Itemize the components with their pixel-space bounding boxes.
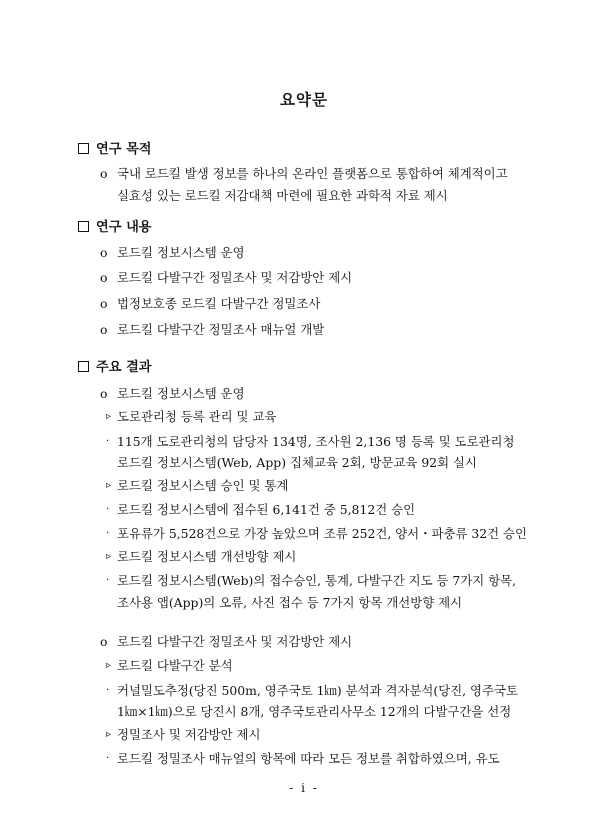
section-heading-results: 주요 결과 xyxy=(78,360,152,376)
checkbox-square-icon xyxy=(78,361,89,372)
bullet-o: o xyxy=(100,296,108,311)
results-line: 로드킬 정보시스템(Web)의 접수승인, 통계, 다발구간 지도 등 7가지 항목, xyxy=(117,573,517,588)
bullet-o: o xyxy=(100,245,108,260)
checkbox-square-icon xyxy=(78,221,89,232)
results-subheading: 로드킬 다발구간 분석 xyxy=(117,658,233,673)
content-item: 법정보호종 로드킬 다발구간 정밀조사 xyxy=(117,296,321,311)
dot-bullet: · xyxy=(106,575,110,586)
results-line: 커널밀도추정(당진 500m, 영주국토 1㎞) 분석과 격자분석(당진, 영주국토 xyxy=(117,683,518,698)
purpose-line: 국내 로드킬 발생 정보를 하나의 온라인 플랫폼으로 통합하여 체계적이고 xyxy=(117,166,508,181)
purpose-line: 실효성 있는 로드킬 저감대책 마련에 필요한 과학적 자료 제시 xyxy=(117,188,448,203)
triangle-bullet-icon: ▹ xyxy=(106,729,112,740)
dot-bullet: · xyxy=(106,685,110,696)
bullet-o: o xyxy=(100,270,108,285)
dot-bullet: · xyxy=(106,528,110,539)
dot-bullet: · xyxy=(106,504,110,515)
page-title: 요약문 xyxy=(280,90,328,109)
content-item: 로드킬 다발구간 정밀조사 매뉴얼 개발 xyxy=(117,322,325,337)
section-heading-content: 연구 내용 xyxy=(78,220,152,236)
content-item: 로드킬 다발구간 정밀조사 및 저감방안 제시 xyxy=(117,270,353,285)
page-number: - i - xyxy=(289,781,319,795)
results-line: 로드킬 정밀조사 매뉴얼의 항목에 따라 모든 정보를 취합하였으며, 유도 xyxy=(117,751,500,766)
bullet-o: o xyxy=(100,386,108,401)
results-subheading: 로드킬 정보시스템 개선방향 제시 xyxy=(117,549,297,564)
results-subheading: 정밀조사 및 저감방안 제시 xyxy=(117,727,261,742)
dot-bullet: · xyxy=(106,753,110,764)
results-line: 로드킬 정보시스템에 접수된 6,141건 중 5,812건 승인 xyxy=(117,502,416,517)
results-line: 포유류가 5,528건으로 가장 높았으며 조류 252건, 양서・파충류 32건 승인 xyxy=(117,526,527,541)
bullet-o: o xyxy=(100,166,108,181)
results-subheading: 로드킬 정보시스템 승인 및 통계 xyxy=(117,478,289,493)
results-line: 115개 도로관리청의 담당자 134명, 조사원 2,136 명 등록 및 도로관리청 xyxy=(117,434,515,449)
results-line: 1㎞×1㎞)으로 당진시 8개, 영주국토관리사무소 12개의 다발구간을 선정 xyxy=(117,704,512,719)
bullet-o: o xyxy=(100,634,108,649)
results-line: 조사용 앱(App)의 오류, 사진 접수 등 7가지 항목 개선방향 제시 xyxy=(117,595,463,610)
triangle-bullet-icon: ▹ xyxy=(106,551,112,562)
triangle-bullet-icon: ▹ xyxy=(106,660,112,671)
content-item: 로드킬 정보시스템 운영 xyxy=(117,245,245,260)
section-heading-purpose: 연구 목적 xyxy=(78,142,152,158)
bullet-o: o xyxy=(100,322,108,337)
results-part-title: 로드킬 다발구간 정밀조사 및 저감방안 제시 xyxy=(117,634,353,649)
results-part-title: 로드킬 정보시스템 운영 xyxy=(117,386,245,401)
dot-bullet: · xyxy=(106,436,110,447)
triangle-bullet-icon: ▹ xyxy=(106,480,112,491)
checkbox-square-icon xyxy=(78,143,89,154)
results-line: 로드킬 정보시스템(Web, App) 집체교육 2회, 방문교육 92회 실시 xyxy=(117,455,477,470)
results-subheading: 도로관리청 등록 관리 및 교육 xyxy=(117,409,277,424)
triangle-bullet-icon: ▹ xyxy=(106,411,112,422)
